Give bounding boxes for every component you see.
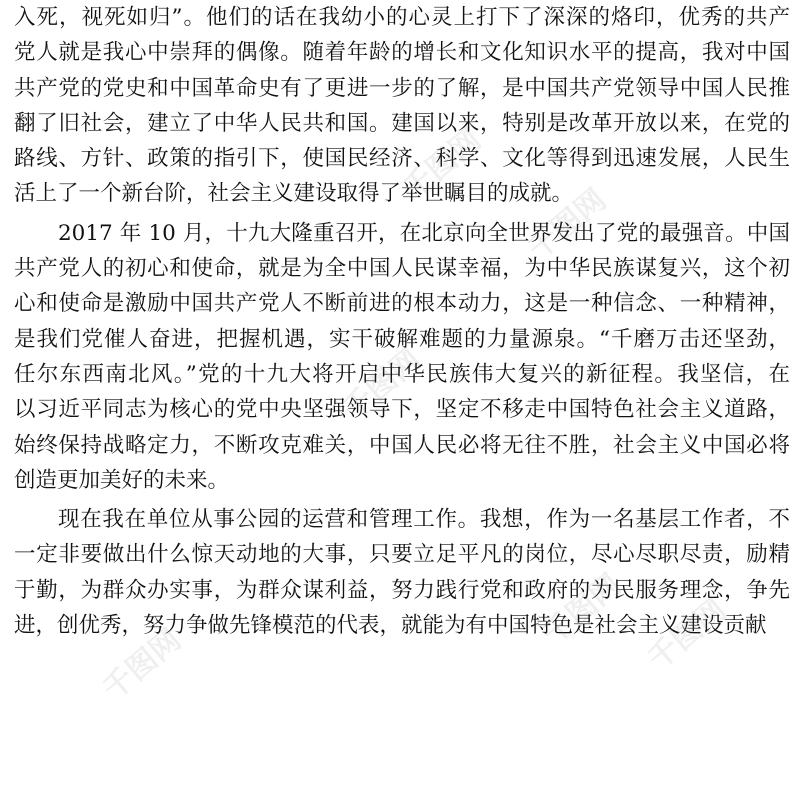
text-line: 始终保持战略定力，不断攻克难关，中国人民必将无往不胜，社会主义中国必将 xyxy=(14,432,790,458)
paragraph xyxy=(14,502,790,643)
text-line: 是我们党催人奋进，把握机遇，实干破解难题的力量源泉。“千磨万击还坚劲， xyxy=(14,326,790,352)
watermark: 千图网 xyxy=(96,622,188,708)
text-line: 共产党人的初心和使命，就是为全中国人民谋幸福，为中华民族谋复兴，这个初 xyxy=(14,256,790,282)
text-line: 以习近平同志为核心的党中央坚强领导下，坚定不移走中国特色社会主义道路， xyxy=(14,397,790,423)
text-line: 翻了旧社会，建立了中华人民共和国。建国以来，特别是改革开放以来，在党的 xyxy=(14,110,790,136)
text-line: 2017 年 10 月，十九大隆重召开，在北京向全世界发出了党的最强音。中国 xyxy=(58,220,790,246)
text-line: 现在我在单位从事公园的运营和管理工作。我想，作为一名基层工作者，不 xyxy=(58,507,790,533)
document-body xyxy=(14,0,790,643)
text-line: 进，创优秀，努力争做先锋模范的代表，就能为有中国特色是社会主义建设贡献 xyxy=(14,613,767,639)
paragraph xyxy=(14,216,790,498)
text-line: 于勤，为群众办实事，为群众谋利益，努力践行党和政府的为民服务理念，争先 xyxy=(14,577,790,603)
paragraph xyxy=(14,0,790,212)
text-line: 活上了一个新台阶，社会主义建设取得了举世瞩目的成就。 xyxy=(14,181,574,207)
text-line: 创造更加美好的未来。 xyxy=(14,467,230,493)
text-line: 路线、方针、政策的指引下，使国民经济、科学、文化等得到迅速发展，人民生 xyxy=(14,146,790,172)
text-line: 共产党的党史和中国革命史有了更进一步的了解，是中国共产党领导中国人民推 xyxy=(14,75,790,101)
text-line: 入死，视死如归”。他们的话在我幼小的心灵上打下了深深的烙印，优秀的共产 xyxy=(14,5,790,30)
text-line: 一定非要做出什么惊天动地的大事，只要立足平凡的岗位，尽心尽职尽责，励精 xyxy=(14,542,790,568)
watermark: 千图网 xyxy=(521,182,613,268)
watermark: 千图网 xyxy=(536,567,628,653)
watermark: 千图网 xyxy=(396,122,488,208)
watermark: 千图网 xyxy=(336,342,428,428)
text-line: 任尔东西南北风。”党的十九大将开启中华民族伟大复兴的新征程。我坚信，在 xyxy=(14,361,790,387)
watermark: 千图网 xyxy=(641,592,733,678)
text-line: 心和使命是激励中国共产党人不断前进的根本动力，这是一种信念、一种精神， xyxy=(14,291,790,317)
text-line: 党人就是我心中崇拜的偶像。随着年龄的增长和文化知识水平的提高，我对中国 xyxy=(14,40,790,66)
